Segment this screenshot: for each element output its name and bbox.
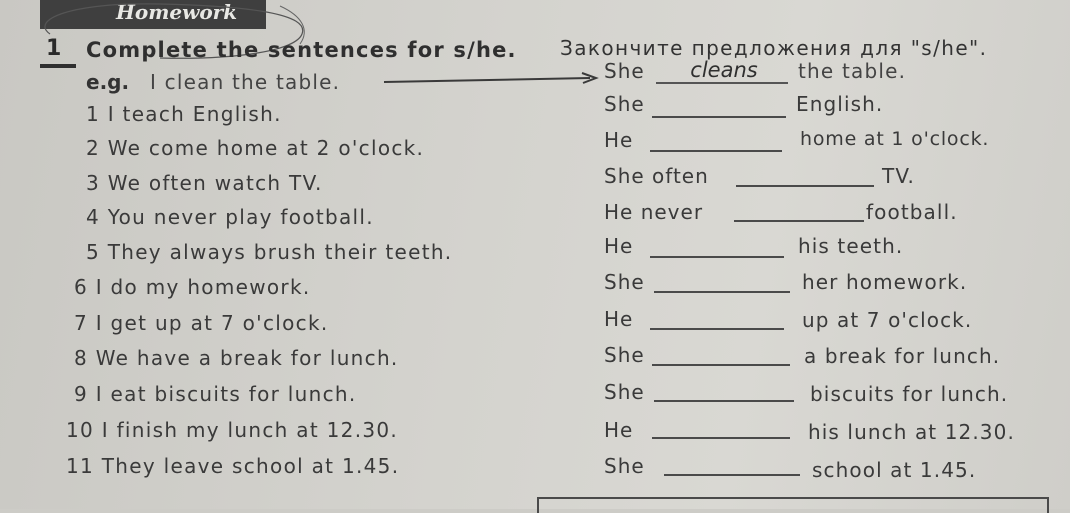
answer-box-edge <box>537 497 1049 513</box>
item-sentence <box>74 275 310 299</box>
item-rest: his teeth. <box>798 234 904 258</box>
answer-blank[interactable] <box>734 220 864 222</box>
instruction-english: Complete the sentences for s/he. <box>86 38 517 62</box>
item-rest: a break for lunch. <box>804 344 1001 368</box>
item-subject: She <box>604 454 645 478</box>
example-sentence: I clean the table. <box>150 70 341 94</box>
item-subject: She <box>604 380 645 404</box>
item-rest: school at 1.45. <box>812 458 977 482</box>
item-sentence <box>66 454 399 478</box>
item-rest: her homework. <box>802 270 968 294</box>
item-number: 10 <box>66 418 95 442</box>
item-rest: English. <box>796 92 884 116</box>
answer-blank[interactable] <box>650 150 782 152</box>
item-rest: up at 7 o'clock. <box>802 308 973 332</box>
exercise-number: 1 <box>46 36 62 61</box>
item-subject: He never <box>604 200 704 224</box>
item-subject: She <box>604 92 645 116</box>
answer-blank[interactable] <box>654 400 794 402</box>
item-sentence <box>74 382 357 406</box>
item-number: 5 <box>86 240 101 264</box>
example-answer-line <box>656 82 788 84</box>
item-subject: He <box>604 128 634 152</box>
item-text: We often watch TV. <box>107 171 323 195</box>
item-sentence <box>86 240 452 264</box>
item-rest: TV. <box>882 164 915 188</box>
item-sentence <box>86 136 424 160</box>
example-rest: the table. <box>798 59 907 83</box>
answer-blank[interactable] <box>650 328 784 330</box>
item-number: 1 <box>86 102 101 126</box>
example-subject: She <box>604 59 645 83</box>
item-sentence <box>86 205 374 229</box>
answer-blank[interactable] <box>652 437 790 439</box>
item-number: 11 <box>66 454 95 478</box>
item-subject: She <box>604 343 645 367</box>
item-sentence <box>74 346 399 370</box>
item-text: I teach English. <box>107 102 282 126</box>
item-sentence <box>86 171 323 195</box>
item-text: They always brush their teeth. <box>107 240 453 264</box>
answer-blank[interactable] <box>664 474 800 476</box>
item-rest: his lunch at 12.30. <box>808 420 1015 444</box>
item-sentence <box>86 102 282 126</box>
answer-blank[interactable] <box>652 364 790 366</box>
item-text: You never play football. <box>107 205 374 229</box>
item-number: 2 <box>86 136 101 160</box>
example-answer: cleans <box>690 58 758 82</box>
item-subject: She <box>604 270 645 294</box>
item-rest: biscuits for lunch. <box>810 382 1009 406</box>
item-text: I get up at 7 o'clock. <box>95 311 329 335</box>
instruction-russian: Закончите предложения для "s/he". <box>560 36 988 60</box>
item-subject: She often <box>604 164 709 188</box>
answer-blank[interactable] <box>654 291 790 293</box>
item-number: 6 <box>74 275 89 299</box>
answer-blank[interactable] <box>736 185 874 187</box>
exercise-number-bar <box>40 64 76 68</box>
section-tab <box>40 0 266 26</box>
item-text: I eat biscuits for lunch. <box>95 382 357 406</box>
item-rest: football. <box>866 200 958 224</box>
section-title: Homework <box>116 0 238 24</box>
item-subject: He <box>604 307 634 331</box>
item-text: We come home at 2 o'clock. <box>107 136 425 160</box>
item-subject: He <box>604 418 634 442</box>
item-text: I finish my lunch at 12.30. <box>101 418 399 442</box>
item-text: They leave school at 1.45. <box>101 454 400 478</box>
item-number: 3 <box>86 171 101 195</box>
section-tab-underline <box>40 26 266 29</box>
item-text: I do my homework. <box>95 275 311 299</box>
item-number: 4 <box>86 205 101 229</box>
item-sentence <box>66 418 398 442</box>
item-text: We have a break for lunch. <box>95 346 399 370</box>
item-rest: home at 1 o'clock. <box>800 128 990 150</box>
answer-blank[interactable] <box>652 116 786 118</box>
item-number: 8 <box>74 346 89 370</box>
item-subject: He <box>604 234 634 258</box>
item-number: 7 <box>74 311 89 335</box>
item-sentence <box>74 311 328 335</box>
item-number: 9 <box>74 382 89 406</box>
arrow-right-icon <box>382 70 602 94</box>
answer-blank[interactable] <box>650 256 784 258</box>
example-label: e.g. <box>86 70 130 94</box>
